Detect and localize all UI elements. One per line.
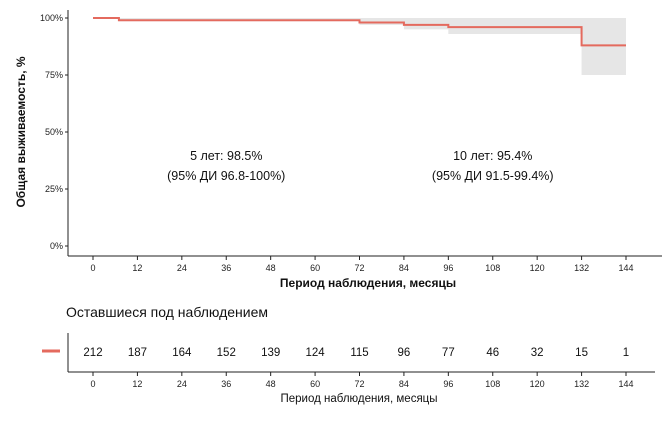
x-tick-label: 24 xyxy=(176,263,187,273)
x-tick-label: 120 xyxy=(529,263,545,273)
x-tick-label: 84 xyxy=(398,263,409,273)
risk-number: 164 xyxy=(172,347,192,359)
risk-x-axis-title: Период наблюдения, месяцы xyxy=(280,393,438,405)
x-tick-label: 12 xyxy=(132,263,143,273)
risk-table xyxy=(42,304,655,405)
risk-numbers xyxy=(83,347,629,359)
risk-x-tick-label: 72 xyxy=(354,379,365,389)
x-tick-label: 36 xyxy=(221,263,232,273)
km-chart xyxy=(14,10,662,290)
risk-number: 139 xyxy=(261,347,281,359)
y-tick-label: 75% xyxy=(44,70,63,80)
risk-number: 32 xyxy=(530,347,544,359)
annotation-layer xyxy=(167,149,553,183)
x-tick-label: 144 xyxy=(618,263,634,273)
risk-number: 77 xyxy=(441,347,455,359)
x-tick-label: 60 xyxy=(310,263,321,273)
risk-x-tick-labels xyxy=(90,379,633,389)
risk-x-tick-label: 12 xyxy=(132,379,143,389)
risk-x-tick-label: 24 xyxy=(176,379,187,389)
y-tick-labels xyxy=(40,13,63,251)
risk-number: 46 xyxy=(486,347,500,359)
risk-number: 15 xyxy=(575,347,588,359)
risk-table-title: Оставшиеся под наблюдением xyxy=(66,304,268,320)
risk-x-tick-label: 120 xyxy=(529,379,545,389)
risk-x-tick-label: 144 xyxy=(618,379,634,389)
x-tick-label: 0 xyxy=(90,263,96,273)
x-tick-label: 72 xyxy=(354,263,365,273)
risk-x-tick-label: 0 xyxy=(90,379,96,389)
risk-number: 1 xyxy=(622,347,630,359)
x-axis-title: Период наблюдения, месяцы xyxy=(279,276,457,290)
risk-number: 152 xyxy=(216,347,236,359)
risk-number: 187 xyxy=(127,347,148,359)
annotation-line-2: (95% ДИ 91.5-99.4%) xyxy=(431,169,554,184)
x-tick-labels xyxy=(90,263,633,273)
risk-x-tick-label: 36 xyxy=(221,379,232,389)
annotation-line-2: (95% ДИ 96.8-100%) xyxy=(167,169,286,184)
x-tick-label: 132 xyxy=(574,263,590,273)
axis-layer xyxy=(65,10,662,260)
risk-x-tick-label: 108 xyxy=(485,379,501,389)
risk-number: 115 xyxy=(350,347,369,359)
risk-x-tick-label: 84 xyxy=(398,379,409,389)
x-tick-label: 48 xyxy=(265,263,276,273)
x-tick-label: 108 xyxy=(485,263,501,273)
y-tick-label: 100% xyxy=(39,13,63,23)
y-tick-label: 0% xyxy=(49,241,63,251)
risk-number: 124 xyxy=(305,347,325,359)
risk-x-tick-label: 60 xyxy=(310,379,321,389)
annotation-line-1: 10 лет: 95.4% xyxy=(453,149,533,164)
y-axis-title: Общая выживаемость, % xyxy=(14,56,28,208)
x-tick-label: 96 xyxy=(443,263,454,273)
annotation-line-1: 5 лет: 98.5% xyxy=(190,149,263,164)
risk-x-tick-label: 96 xyxy=(443,379,454,389)
risk-x-tick-label: 48 xyxy=(265,379,276,389)
risk-number: 96 xyxy=(397,347,411,359)
risk-x-tick-label: 132 xyxy=(574,379,590,389)
risk-number: 212 xyxy=(83,347,103,359)
y-tick-label: 25% xyxy=(44,184,63,194)
y-tick-label: 50% xyxy=(44,127,63,137)
